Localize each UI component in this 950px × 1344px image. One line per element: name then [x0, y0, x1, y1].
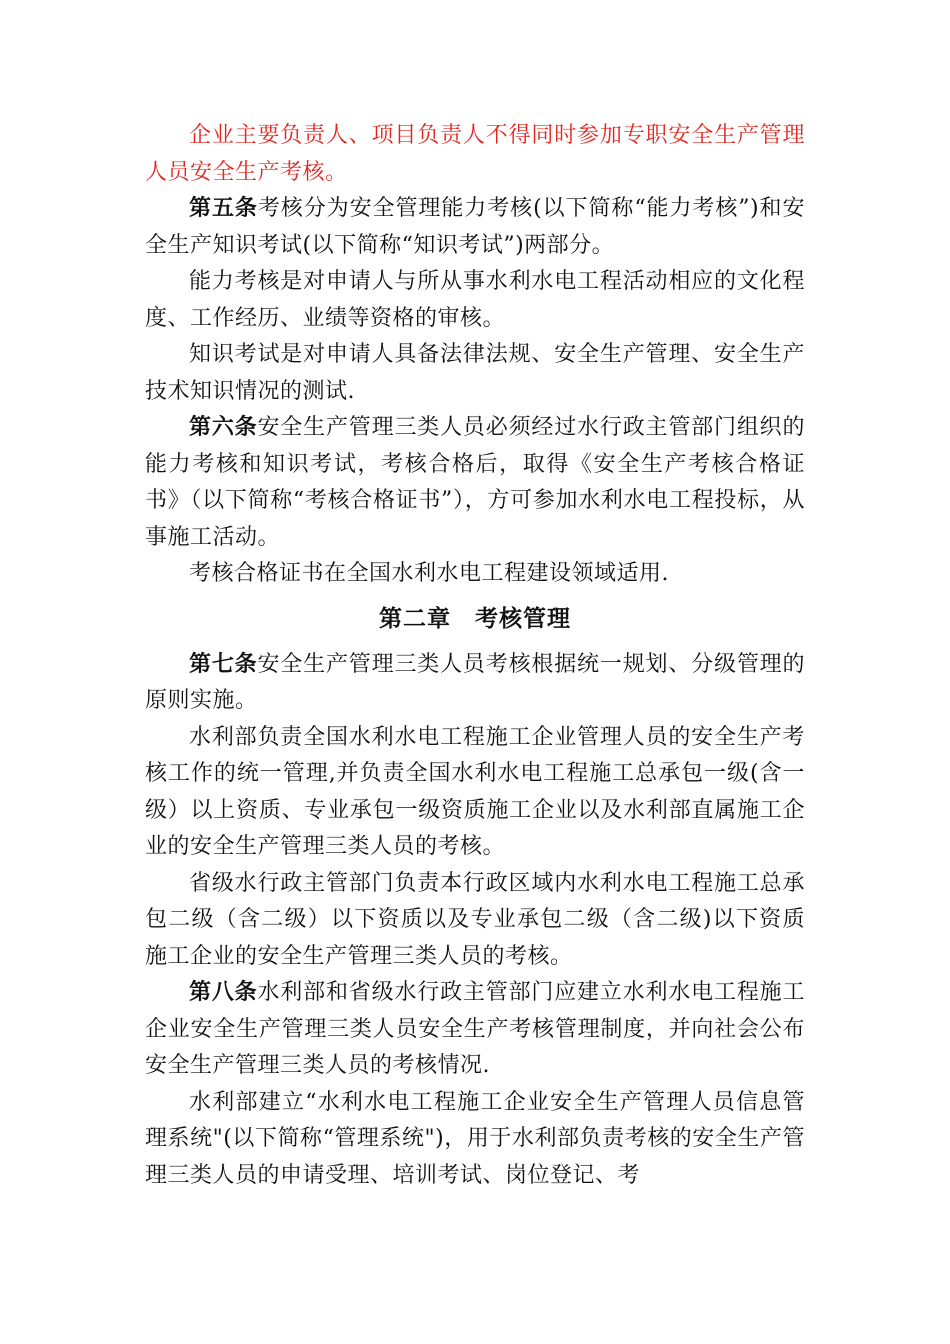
article-7 — [145, 647, 805, 720]
management-system-paragraph: 水利部建立“水利水电工程施工企业安全生产管理人员信息管理系统"(以下简称“管理系统")，用于水利部负责考核的安全生产管理三类人员的申请受理、培训考试、岗位登记、考 — [145, 1089, 805, 1188]
article-5-text: 考核分为安全管理能力考核(以下简称“能力考核”)和安全生产知识考试(以下简称“知识考试”)两部分。 — [145, 196, 805, 258]
article-8-text: 水利部和省级水行政主管部门应建立水利水电工程施工企业安全生产管理三类人员安全生产考核管理制度，并向社会公布安全生产管理三类人员的考核情况. — [145, 980, 805, 1078]
certificate-scope-paragraph: 考核合格证书在全国水利水电工程建设领域适用. — [189, 561, 669, 586]
ability-assessment-paragraph: 能力考核是对申请人与所从事水利水电工程活动相应的文化程度、工作经历、业绩等资格的审核。 — [145, 269, 805, 331]
chapter-2-heading: 第二章 考核管理 — [379, 605, 571, 632]
article-5-label: 第五条 — [189, 196, 258, 221]
article-8-label: 第八条 — [189, 980, 258, 1005]
article-8 — [145, 975, 805, 1085]
province-responsibility-paragraph: 省级水行政主管部门负责本行政区域内水利水电工程施工总承包二级（含二级）以下资质以及专业承包二级（含二级)以下资质施工企业的安全生产管理三类人员的考核。 — [145, 870, 805, 969]
article-7-text: 安全生产管理三类人员考核根据统一规划、分级管理的原则实施。 — [145, 651, 805, 713]
article-5 — [145, 191, 805, 264]
ministry-responsibility-paragraph: 水利部负责全国水利水电工程施工企业管理人员的安全生产考核工作的统一管理,并负责全国水利水电工程施工总承包一级(含一级）以上资质、专业承包一级资质施工企业以及水利部直属施工企业的安全生产管理三类人员的考核。 — [145, 724, 805, 859]
article-6-text: 安全生产管理三类人员必须经过水行政主管部门组织的能力考核和知识考试，考核合格后，取得《安全生产考核合格证书》（以下简称“考核合格证书”），方可参加水利水电工程投标，从事施工活动。 — [145, 415, 805, 550]
article-6 — [145, 410, 805, 556]
article-7-label: 第七条 — [189, 651, 258, 677]
intro-paragraph: 企业主要负责人、项目负责人不得同时参加专职安全生产管理人员安全生产考核。 — [145, 123, 805, 185]
knowledge-exam-paragraph: 知识考试是对申请人具备法律法规、安全生产管理、安全生产技术知识情况的测试. — [145, 342, 805, 404]
document-page — [145, 118, 805, 1194]
article-6-label: 第六条 — [189, 415, 258, 440]
